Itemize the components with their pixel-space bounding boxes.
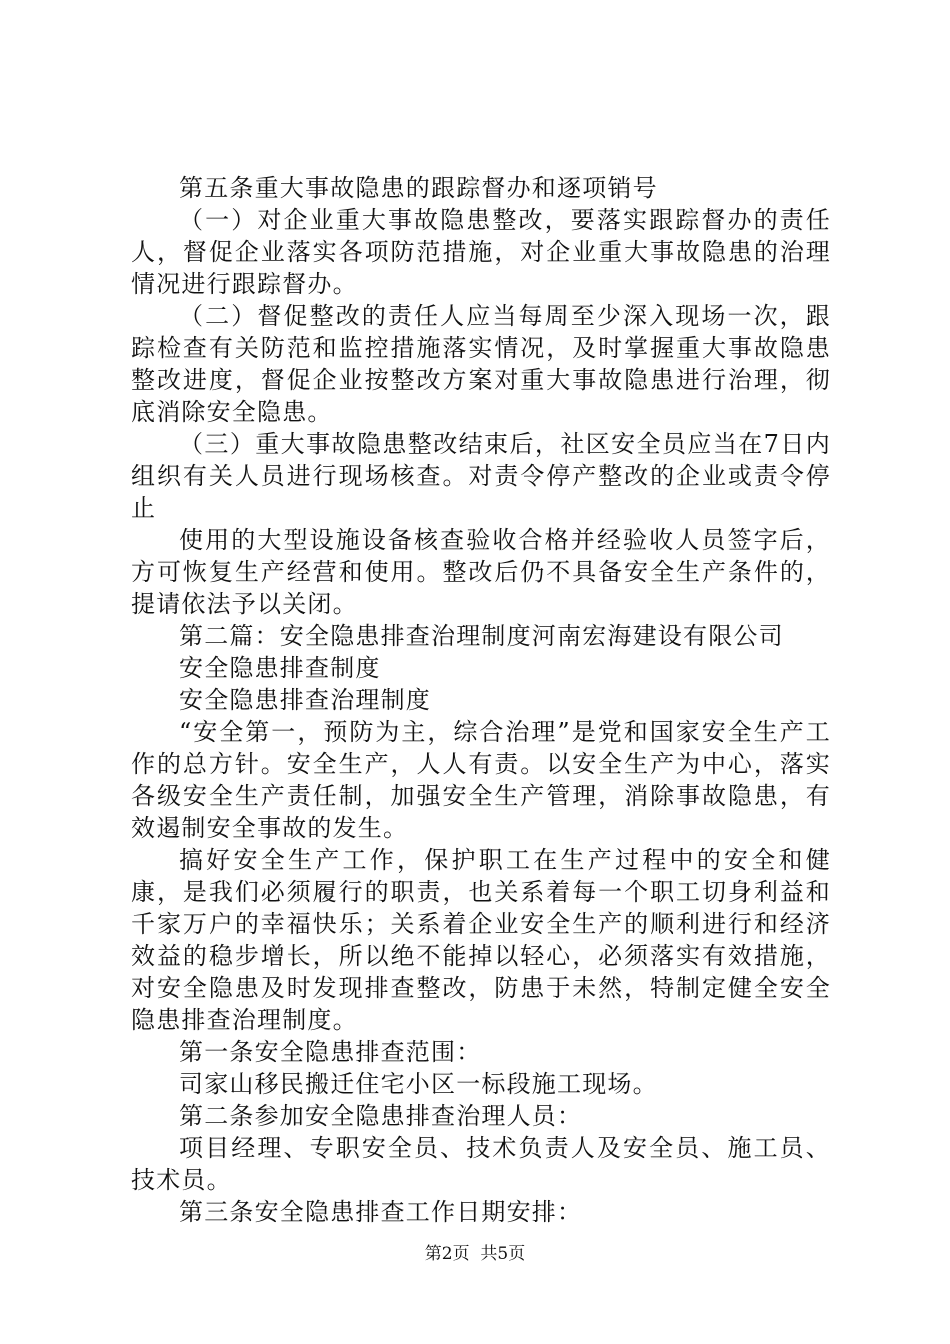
page-footer [0,1244,950,1264]
paragraph-article-3-heading: 第三条安全隐患排查工作日期安排： [179,1198,583,1226]
paragraph-policy-intro: “安全第一，预防为主，综合治理”是党和国家安全生产工作的总方针。安全生产，人人有责。以安全生产为中心，落实各级安全生产责任制，加强安全生产管理，消除事故隐患，有效遏制安全事故的发生。 [131,718,831,842]
paragraph-article-2-body: 项目经理、专职安全员、技术负责人及安全员、施工员、技术员。 [131,1134,831,1194]
document-body [131,172,831,1228]
paragraph-article-1-heading: 第一条安全隐患排查范围： [179,1038,482,1066]
paragraph-item-1: （一）对企业重大事故隐患整改，要落实跟踪督办的责任人，督促企业落实各项防范措施，对企业重大事故隐患的治理情况进行跟踪督办。 [131,206,831,298]
paragraph-item-2: （二）督促整改的责任人应当每周至少深入现场一次，跟踪检查有关防范和监控措施落实情况，及时掌握重大事故隐患整改进度，督促企业按整改方案对重大事故隐患进行治理，彻底消除安全隐患。 [131,302,831,426]
page-number-label: 第2页 共5页 [424,1244,526,1264]
paragraph-article-1-body: 司家山移民搬迁住宅小区一标段施工现场。 [179,1070,658,1098]
paragraph-part-2-title: 第二篇：安全隐患排查治理制度河南宏海建设有限公司 [179,622,784,650]
paragraph-item-3: （三）重大事故隐患整改结束后，社区安全员应当在7日内组织有关人员进行现场核查。对责令停产整改的企业或责令停止 [131,430,831,522]
paragraph-item-3-continued: 使用的大型设施设备核查验收合格并经验收人员签字后，方可恢复生产经营和使用。整改后仍不具备安全生产条件的，提请依法予以关闭。 [131,526,831,618]
paragraph-purpose: 搞好安全生产工作，保护职工在生产过程中的安全和健康，是我们必须履行的职责，也关系着每一个职工切身利益和千家万户的幸福快乐；关系着企业安全生产的顺利进行和经济效益的稳步增长，所以绝不能掉以轻心，必须落实有效措施，对安全隐患及时发现排查整改，防患于未然，特制定健全安全隐患排查治理制度。 [131,846,831,1034]
paragraph-subtitle-inspection: 安全隐患排查制度 [179,654,381,682]
paragraph-article-2-heading: 第二条参加安全隐患排查治理人员： [179,1102,583,1130]
paragraph-article-5-heading: 第五条重大事故隐患的跟踪督办和逐项销号 [179,174,658,202]
paragraph-subtitle-governance: 安全隐患排查治理制度 [179,686,431,714]
